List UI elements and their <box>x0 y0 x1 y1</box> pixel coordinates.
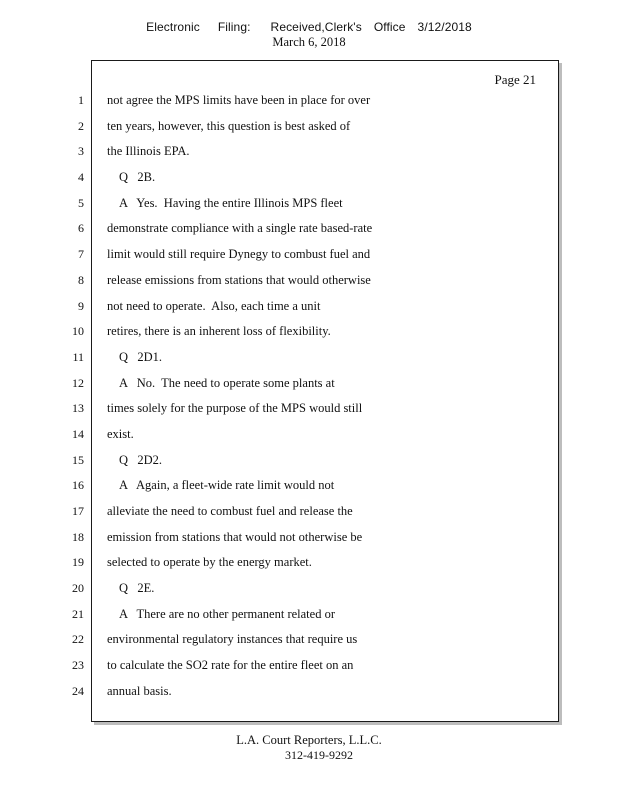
line-number: 15 <box>72 452 84 467</box>
transcript-line: Q 2B. <box>119 170 156 185</box>
transcript-line: environmental regulatory instances that require us <box>107 632 358 647</box>
line-number: 1 <box>78 93 84 107</box>
line-number: 22 <box>72 632 84 647</box>
stamp-word-received: Received,Clerk's <box>270 20 362 34</box>
line-number: 13 <box>72 401 84 416</box>
transcript-text-column <box>107 88 547 705</box>
line-number: 8 <box>78 272 84 287</box>
filing-stamp <box>0 20 618 34</box>
transcript-line: times solely for the purpose of the MPS would still <box>107 401 363 416</box>
stamp-word-office: Office <box>373 20 406 34</box>
page-number: Page 21 <box>494 72 536 87</box>
line-number: 12 <box>72 375 84 390</box>
transcript-line: limit would still require Dynegy to combust fuel and <box>107 247 371 262</box>
transcript-line: A There are no other permanent related or <box>119 606 335 621</box>
line-number: 14 <box>72 426 84 441</box>
line-number: 3 <box>78 144 84 159</box>
line-number: 5 <box>78 195 84 210</box>
transcript-line: not need to operate. Also, each time a unit <box>107 298 321 313</box>
line-number: 11 <box>72 349 84 364</box>
transcript-line: selected to operate by the energy market. <box>107 555 312 570</box>
line-number: 24 <box>72 683 84 698</box>
line-number: 17 <box>72 504 84 518</box>
transcript-line: annual basis. <box>107 683 172 698</box>
transcript-line: exist. <box>107 426 134 441</box>
transcript-date: March 6, 2018 <box>272 35 346 49</box>
transcript-line: the Illinois EPA. <box>107 144 190 159</box>
line-number: 4 <box>78 170 84 185</box>
stamp-date: 3/12/2018 <box>417 20 472 34</box>
transcript-line: retires, there is an inherent loss of flexibility. <box>107 324 331 339</box>
line-number: 9 <box>78 298 84 313</box>
line-number-column <box>54 88 84 705</box>
transcript-line: A No. The need to operate some plants at <box>119 375 335 390</box>
line-number: 23 <box>72 658 84 673</box>
transcript-line: emission from stations that would not otherwise be <box>107 529 363 544</box>
line-number: 19 <box>72 555 84 570</box>
stamp-word-electronic: Electronic <box>146 20 200 34</box>
transcript-line: Q 2E. <box>119 581 155 596</box>
transcript-line: Q 2D1. <box>119 349 163 364</box>
transcript-line: release emissions from stations that would otherwise <box>107 272 371 287</box>
court-reporter-name: L.A. Court Reporters, L.L.C. <box>236 733 382 747</box>
line-number: 10 <box>72 324 84 339</box>
transcript-line: demonstrate compliance with a single rate based-rate <box>107 221 373 236</box>
court-reporter-phone: 312-419-9292 <box>285 748 353 762</box>
stamp-word-filing: Filing: <box>217 20 251 34</box>
transcript-line: not agree the MPS limits have been in place for over <box>107 93 371 107</box>
line-number: 6 <box>78 221 84 236</box>
line-number: 21 <box>72 606 84 621</box>
line-number: 16 <box>72 478 84 493</box>
transcript-line: A Again, a fleet-wide rate limit would not <box>119 478 335 493</box>
transcript-line: alleviate the need to combust fuel and release the <box>107 504 353 518</box>
line-number: 20 <box>72 581 84 596</box>
transcript-line: to calculate the SO2 rate for the entire fleet on an <box>107 658 354 673</box>
transcript-line: A Yes. Having the entire Illinois MPS fleet <box>119 195 343 210</box>
transcript-line: Q 2D2. <box>119 452 163 467</box>
transcript-line: ten years, however, this question is best asked of <box>107 118 351 133</box>
line-number: 18 <box>72 529 84 544</box>
line-number: 2 <box>78 118 84 133</box>
line-number: 7 <box>78 247 84 262</box>
